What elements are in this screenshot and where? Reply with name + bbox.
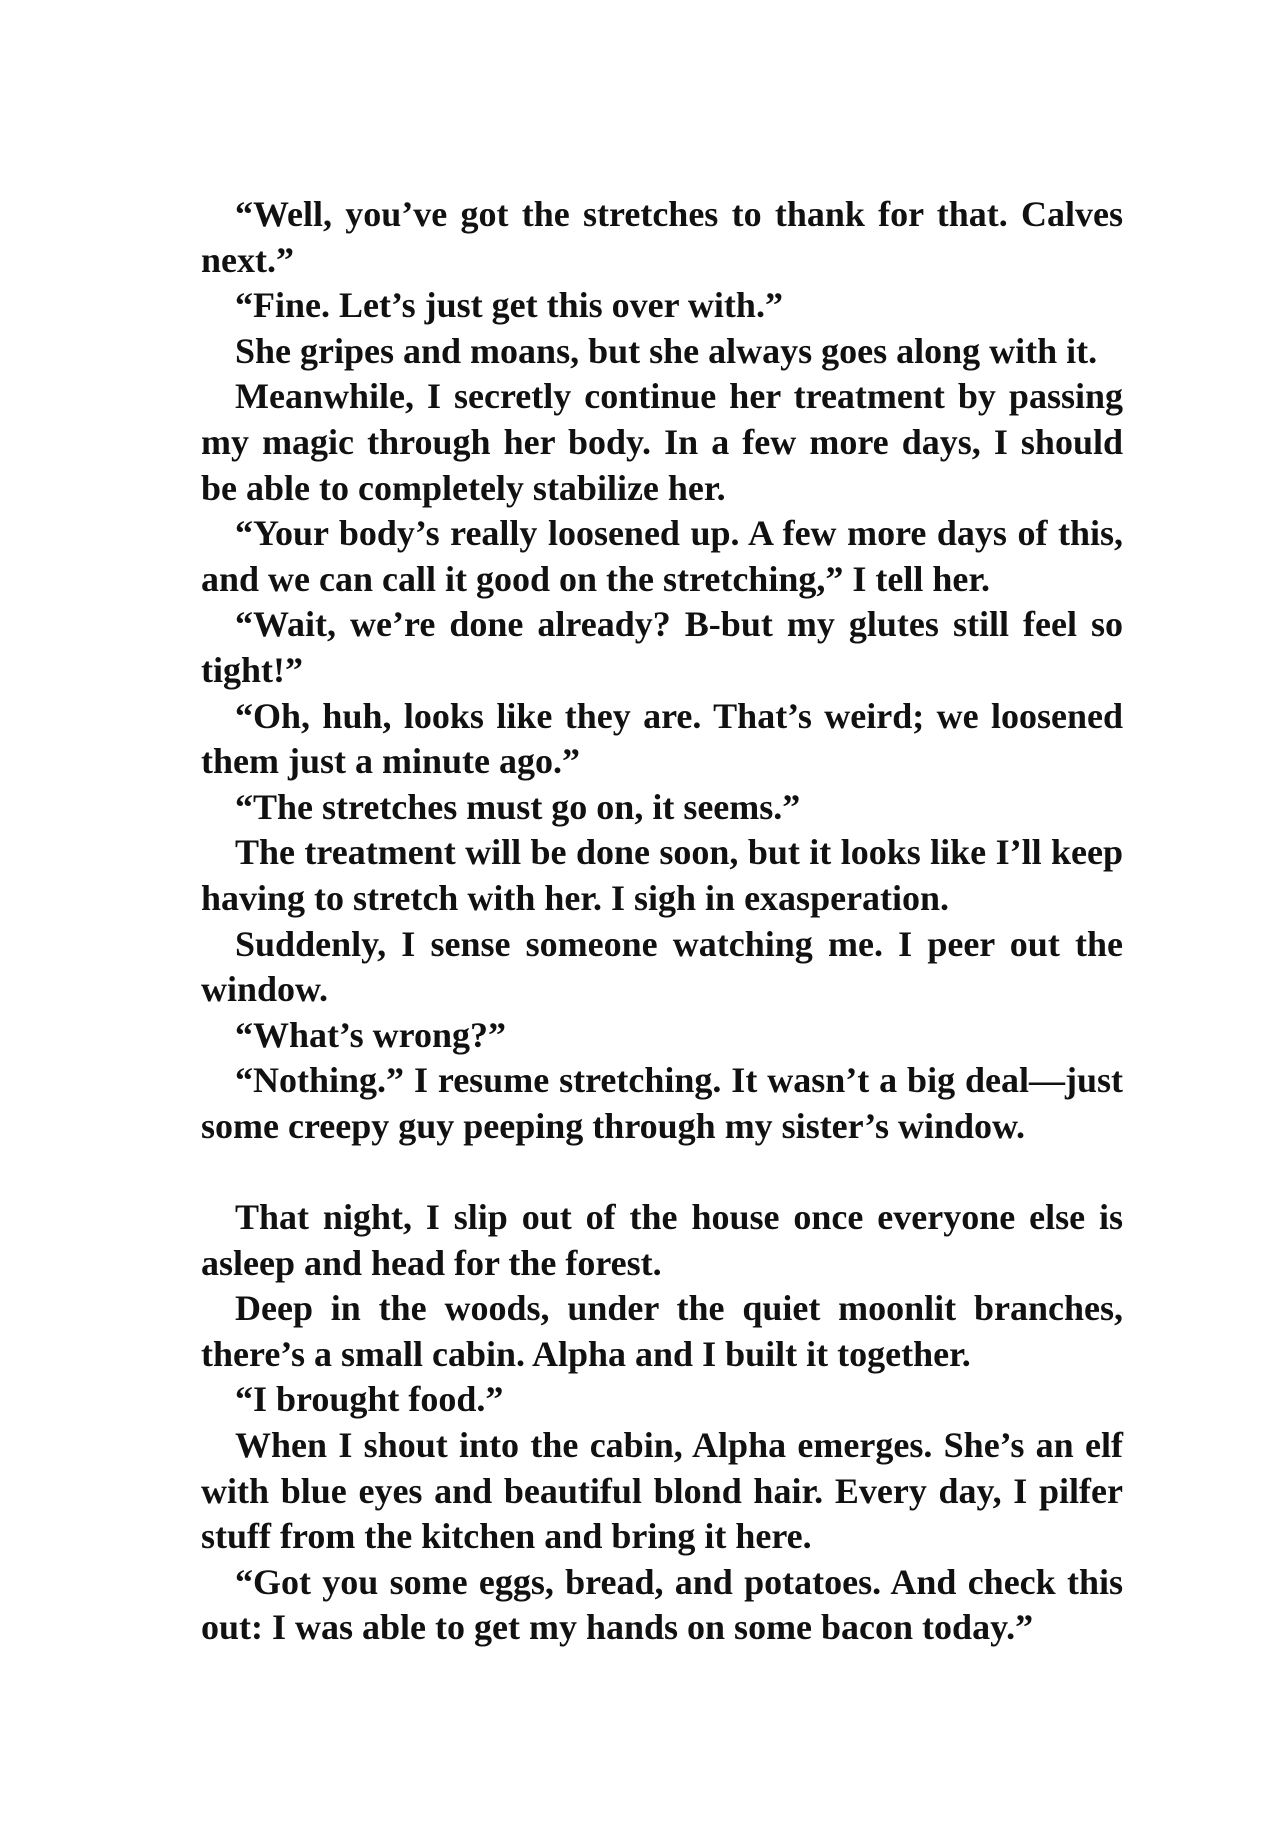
paragraph: She gripes and moans, but she always goes along with it. — [235, 330, 1098, 371]
paragraph: “Well, you’ve got the stretches to thank for that. Calves next.” — [201, 194, 1123, 280]
paragraph: “What’s wrong?” — [235, 1014, 507, 1055]
paragraph: “The stretches must go on, it seems.” — [235, 786, 801, 827]
paragraph: Deep in the woods, under the quiet moonlit branches, there’s a small cabin. Alpha and I built it together. — [201, 1288, 1123, 1374]
paragraph: The treatment will be done soon, but it looks like I’ll keep having to stretch with her. I sigh in exasperation. — [201, 832, 1123, 918]
text-section-2 — [201, 1195, 1123, 1651]
paragraph: “Nothing.” I resume stretching. It wasn’t a big deal—just some creepy guy peeping through my sister’s window. — [201, 1060, 1123, 1146]
book-page — [201, 192, 1123, 1651]
paragraph: “Oh, huh, looks like they are. That’s weird; we loosened them just a minute ago.” — [201, 695, 1123, 782]
paragraph: When I shout into the cabin, Alpha emerges. She’s an elf with blue eyes and beautiful blond hair. Every day, I pilfer stuff from the kitchen and bring it here. — [201, 1425, 1123, 1557]
paragraph: “I brought food.” — [235, 1379, 504, 1420]
scene-break — [201, 1149, 1123, 1195]
text-section-1 — [201, 192, 1123, 1149]
paragraph: “Wait, we’re done already? B-but my glutes still feel so tight!” — [201, 604, 1123, 690]
paragraph: “Fine. Let’s just get this over with.” — [235, 285, 783, 326]
paragraph: Suddenly, I sense someone watching me. I peer out the window. — [201, 923, 1123, 1010]
paragraph: That night, I slip out of the house once everyone else is asleep and head for the forest. — [201, 1197, 1123, 1283]
paragraph: Meanwhile, I secretly continue her treatment by passing my magic through her body. In a few more days, I should be able to completely stabilize her. — [201, 376, 1123, 508]
paragraph: “Got you some eggs, bread, and potatoes. And check this out: I was able to get my hands on some bacon today.” — [201, 1561, 1123, 1648]
paragraph: “Your body’s really loosened up. A few more days of this, and we can call it good on the stretching,” I tell her. — [201, 513, 1123, 599]
